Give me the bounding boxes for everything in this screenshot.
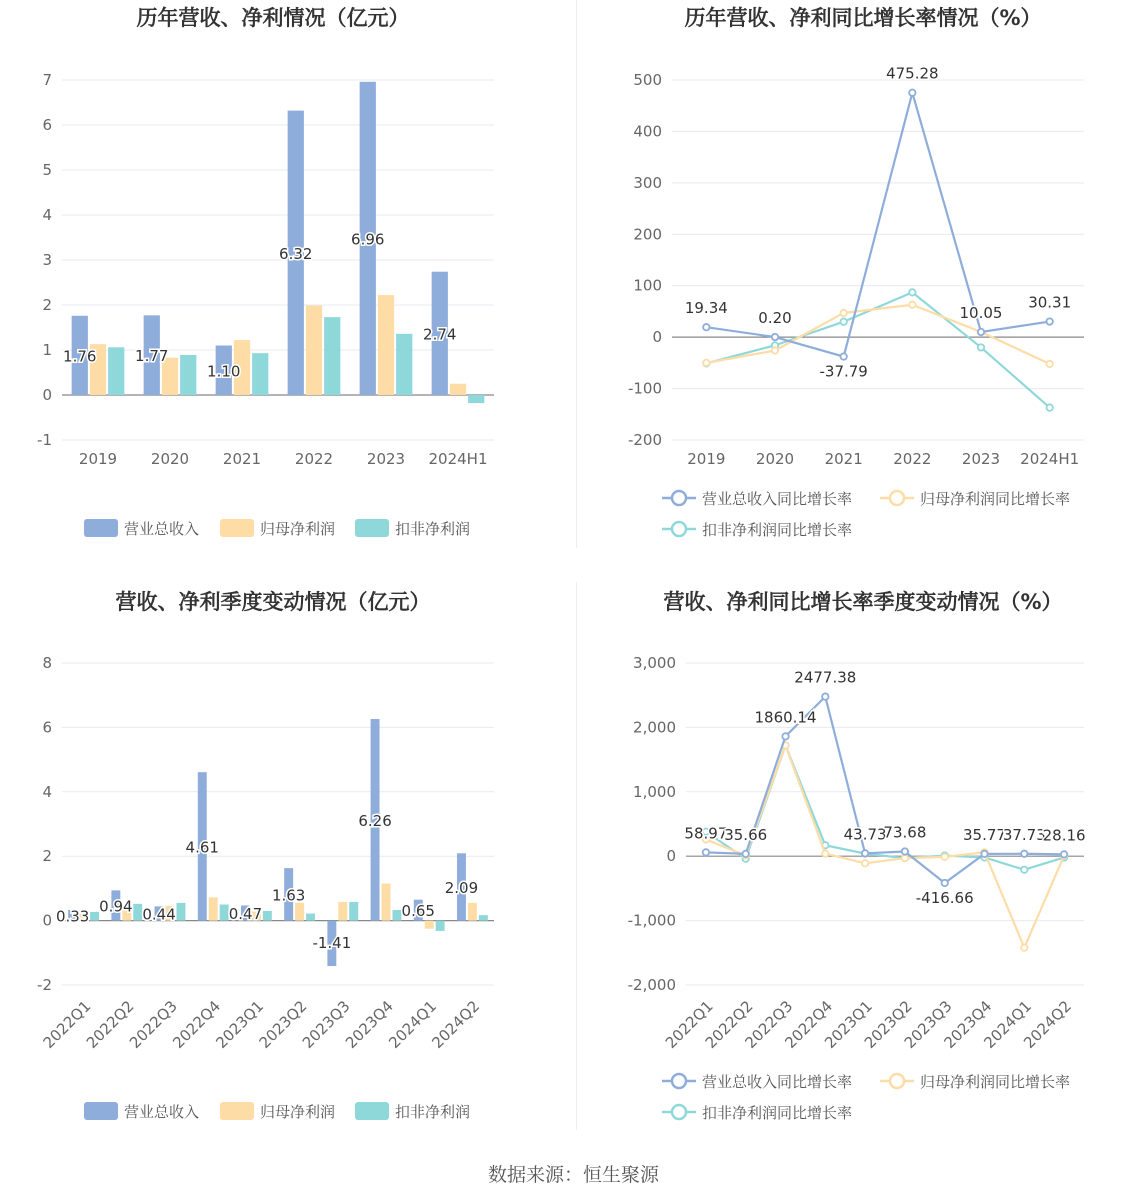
data-point	[942, 880, 948, 886]
bar-deducted-net-profit	[220, 905, 229, 921]
data-label: 4.61	[185, 838, 219, 857]
x-tick-label: 2023Q4	[342, 997, 397, 1052]
data-label: 35.77	[963, 825, 1006, 844]
legend-label: 扣非净利润	[395, 520, 471, 538]
y-tick-label: 400	[633, 122, 662, 141]
x-tick-label: 2024Q2	[1020, 997, 1075, 1052]
y-tick-label: -200	[627, 431, 662, 449]
x-tick-label: 2022Q1	[661, 997, 717, 1052]
annual-bar-chart	[0, 0, 573, 585]
data-point	[1046, 318, 1052, 324]
legend-label: 扣非净利润同比增长率	[702, 521, 853, 539]
x-tick-label: 2022Q3	[126, 997, 181, 1052]
data-label: 1860.14	[754, 708, 817, 727]
legend-marker	[672, 1105, 686, 1119]
legend-swatch	[220, 1102, 254, 1120]
data-point	[909, 302, 915, 308]
series-line	[706, 745, 1064, 947]
y-tick-label: 3	[42, 251, 52, 269]
y-tick-label: 0	[666, 847, 676, 866]
y-tick-label: 1	[42, 341, 52, 359]
bar-parent-net-profit	[306, 305, 322, 395]
legend-marker	[890, 1074, 904, 1088]
x-tick-label: 2023Q4	[940, 997, 996, 1052]
legend-swatch	[355, 1102, 389, 1120]
data-label: 28.16	[1042, 826, 1086, 845]
y-tick-label: -100	[627, 379, 662, 398]
data-label: 73.68	[883, 823, 927, 842]
legend-label: 归母净利润同比增长率	[920, 1073, 1071, 1091]
x-tick-label: 2021	[824, 450, 863, 468]
x-tick-label: 2024H1	[1020, 450, 1080, 468]
data-point	[840, 353, 846, 359]
data-point	[703, 849, 709, 855]
data-label: 1.10	[207, 362, 241, 381]
chart-title: 营收、净利季度变动情况（亿元）	[115, 590, 431, 614]
y-tick-label: 2	[42, 847, 52, 866]
data-point	[909, 90, 915, 96]
y-tick-label: 1,000	[633, 782, 676, 801]
data-point	[840, 310, 846, 316]
data-label: 0.33	[55, 907, 90, 926]
data-label: 10.05	[959, 303, 1003, 322]
data-label: 1.76	[63, 347, 97, 366]
y-tick-label: 4	[42, 206, 52, 224]
data-label: 2477.38	[794, 668, 857, 687]
chart-title: 历年营收、净利情况（亿元）	[136, 6, 410, 30]
legend-swatch	[220, 519, 254, 537]
x-tick-label: 2023	[961, 450, 1001, 468]
bar-deducted-net-profit	[252, 353, 268, 395]
x-tick-label: 2023Q3	[900, 997, 956, 1052]
y-tick-label: 4	[42, 782, 52, 801]
data-label: 0.47	[228, 905, 263, 924]
data-label: 1.63	[271, 886, 306, 905]
data-label: 0.44	[142, 905, 176, 924]
y-tick-label: -2,000	[627, 976, 676, 994]
data-point	[1021, 867, 1027, 873]
data-label: 6.96	[351, 230, 385, 249]
x-tick-label: 2023Q1	[212, 997, 268, 1052]
legend-swatch	[84, 1102, 118, 1120]
bar-deducted-net-profit	[176, 903, 185, 921]
x-tick-label: 2020	[755, 450, 795, 468]
y-tick-label: 5	[42, 161, 52, 179]
bar-parent-net-profit	[468, 903, 477, 921]
x-tick-label: 2021	[222, 450, 262, 468]
data-point	[1021, 851, 1027, 857]
bar-deducted-net-profit	[436, 921, 445, 931]
y-tick-label: -2	[37, 976, 52, 994]
x-tick-label: 2023Q2	[860, 997, 916, 1052]
x-tick-label: 2022Q4	[169, 997, 225, 1052]
data-point	[978, 329, 984, 335]
x-tick-label: 2022Q2	[82, 997, 138, 1052]
x-tick-label: 2022Q2	[701, 997, 757, 1052]
legend-label: 扣非净利润同比增长率	[702, 1104, 853, 1122]
y-tick-label: 7	[42, 71, 52, 89]
data-point	[782, 733, 788, 739]
data-point	[1046, 361, 1052, 367]
data-point	[902, 848, 908, 854]
quarterly-bar-chart	[0, 582, 573, 1167]
data-point	[942, 854, 948, 860]
x-tick-label: 2022	[893, 450, 932, 468]
divider	[576, 0, 577, 548]
legend-swatch	[84, 519, 118, 537]
x-tick-label: 2019	[78, 450, 118, 468]
x-tick-label: 2023Q1	[821, 997, 876, 1052]
legend-label: 营业总收入同比增长率	[702, 490, 853, 508]
data-point	[822, 850, 828, 856]
y-tick-label: 200	[633, 225, 662, 244]
chart-quarterly-revenue-profit	[0, 582, 573, 1167]
bar-deducted-net-profit	[306, 914, 315, 921]
y-tick-label: 100	[633, 276, 662, 295]
data-point	[840, 319, 846, 325]
bar-deducted-net-profit	[396, 334, 412, 395]
legend-label: 营业总收入	[124, 1103, 200, 1121]
data-label: 43.73	[843, 825, 887, 844]
legend-label: 归母净利润	[260, 520, 336, 538]
data-point	[862, 860, 868, 866]
data-source-note: 数据来源：恒生聚源	[487, 1164, 659, 1186]
data-point	[822, 693, 828, 699]
legend-marker	[672, 522, 686, 536]
bar-deducted-net-profit	[392, 910, 401, 921]
x-tick-label: 2024Q1	[980, 997, 1036, 1052]
data-label: 35.66	[724, 825, 768, 844]
x-tick-label: 2024H1	[428, 450, 488, 468]
data-point	[1021, 944, 1027, 950]
y-tick-label: 6	[42, 116, 52, 134]
y-tick-label: 2,000	[633, 718, 676, 737]
x-tick-label: 2023	[366, 450, 406, 468]
legend-label: 营业总收入	[124, 520, 200, 538]
bar-deducted-net-profit	[468, 395, 484, 403]
bar-parent-net-profit	[209, 897, 218, 920]
data-point	[772, 347, 778, 353]
legend-marker	[672, 491, 686, 505]
chart-annual-revenue-profit	[0, 0, 573, 585]
bar-deducted-net-profit	[108, 347, 124, 395]
divider	[576, 582, 577, 1130]
data-label: 19.34	[684, 299, 728, 318]
x-tick-label: 2023Q2	[255, 997, 311, 1052]
x-tick-label: 2024Q1	[385, 997, 441, 1052]
y-tick-label: -1	[37, 431, 52, 449]
data-point	[703, 324, 709, 330]
y-tick-label: 300	[633, 173, 662, 192]
data-point	[862, 850, 868, 856]
data-point	[1046, 404, 1052, 410]
legend-label: 归母净利润	[260, 1103, 336, 1121]
y-tick-label: 0	[652, 328, 662, 347]
y-tick-label: 8	[42, 654, 52, 672]
x-tick-label: 2022	[294, 450, 334, 468]
x-tick-label: 2022Q4	[781, 997, 837, 1052]
data-label: -1.41	[312, 934, 352, 953]
bar-parent-net-profit	[378, 295, 394, 395]
data-label: 30.31	[1028, 293, 1072, 312]
chart-annual-growth-rate	[574, 0, 1147, 585]
x-tick-label: 2023Q3	[298, 997, 354, 1052]
y-tick-label: 2	[42, 296, 52, 314]
x-tick-label: 2022Q1	[39, 997, 95, 1052]
data-label: 0.20	[758, 309, 792, 328]
bar-parent-net-profit	[295, 903, 304, 921]
x-tick-label: 2020	[150, 450, 190, 468]
data-point	[703, 360, 709, 366]
legend-label: 营业总收入同比增长率	[702, 1073, 853, 1091]
data-label: 2.74	[423, 325, 457, 344]
annual-growth-line-chart	[574, 0, 1147, 585]
legend-label: 归母净利润同比增长率	[920, 490, 1071, 508]
bar-deducted-net-profit	[263, 911, 272, 921]
x-tick-label: 2019	[687, 450, 726, 468]
chart-title: 历年营收、净利同比增长率情况（%）	[684, 6, 1042, 30]
data-point	[772, 334, 778, 340]
bar-deducted-net-profit	[349, 902, 358, 921]
bar-deducted-net-profit	[90, 912, 99, 921]
data-point	[978, 344, 984, 350]
data-point	[981, 851, 987, 857]
data-label: 6.26	[358, 811, 392, 830]
data-label: 37.73	[1002, 825, 1046, 844]
data-label: 1.77	[135, 347, 169, 366]
y-tick-label: 0	[42, 911, 52, 930]
legend-swatch	[355, 519, 389, 537]
bar-parent-net-profit	[425, 921, 434, 929]
data-point	[1061, 851, 1067, 857]
data-point	[909, 289, 915, 295]
legend-marker	[890, 491, 904, 505]
y-tick-label: -1,000	[627, 911, 676, 930]
chart-title: 营收、净利同比增长率季度变动情况（%）	[663, 590, 1063, 614]
y-tick-label: 0	[42, 386, 52, 404]
data-point	[743, 851, 749, 857]
y-tick-label: 500	[633, 71, 662, 89]
data-label: 2.09	[444, 878, 479, 897]
data-point	[902, 855, 908, 861]
data-label: -416.66	[915, 889, 974, 908]
bar-deducted-net-profit	[133, 904, 142, 921]
legend-label: 扣非净利润	[395, 1103, 471, 1121]
x-tick-label: 2024Q2	[428, 997, 484, 1052]
bar-deducted-net-profit	[479, 915, 488, 920]
y-tick-label: 6	[42, 718, 52, 737]
legend-marker	[672, 1074, 686, 1088]
chart-quarterly-growth-rate	[574, 582, 1147, 1167]
data-label: 0.65	[401, 902, 435, 921]
series-line	[706, 745, 1064, 869]
bar-deducted-net-profit	[324, 317, 340, 395]
bar-parent-net-profit	[338, 902, 347, 921]
bar-parent-net-profit	[382, 884, 391, 921]
quarterly-growth-line-chart	[574, 582, 1147, 1167]
data-label: 0.94	[99, 897, 133, 916]
data-label: -37.79	[819, 362, 868, 381]
data-label: 475.28	[886, 64, 939, 83]
data-label: 6.32	[279, 244, 313, 263]
x-tick-label: 2022Q3	[741, 997, 797, 1052]
bar-parent-net-profit	[450, 384, 466, 395]
bar-deducted-net-profit	[180, 355, 196, 395]
data-label: 58.97	[684, 824, 728, 843]
y-tick-label: 3,000	[633, 654, 676, 672]
